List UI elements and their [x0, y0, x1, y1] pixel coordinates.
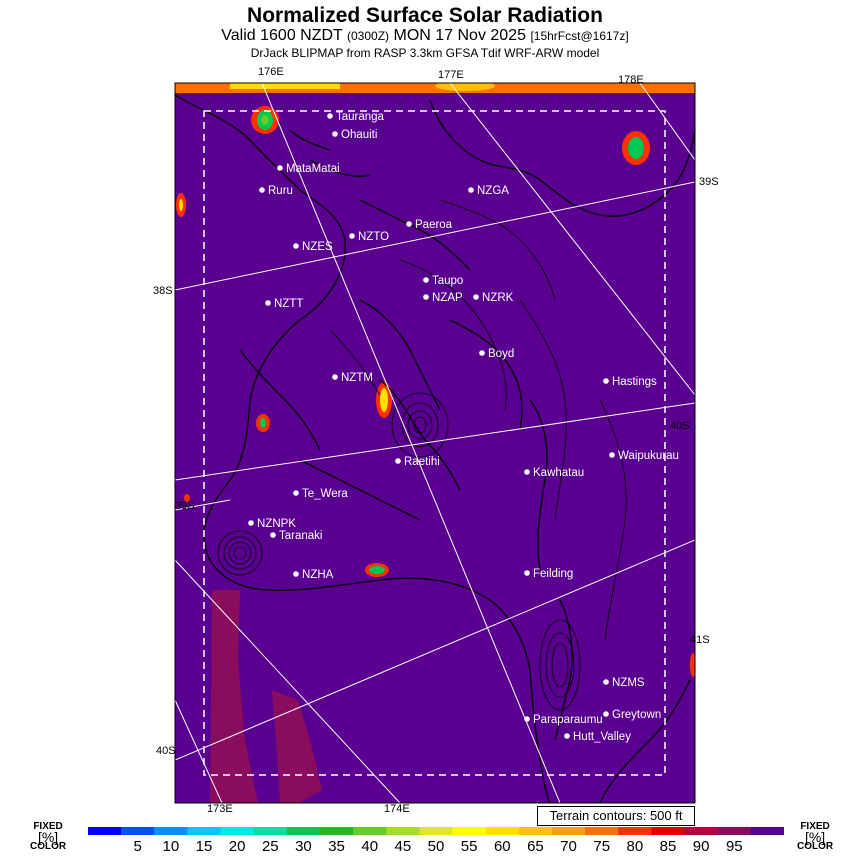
place-label-boyd: Boyd: [488, 348, 515, 360]
place-label-ohauiti: Ohauiti: [341, 129, 378, 141]
color-scale-bar: [88, 827, 784, 837]
color-scale-tick: 30: [295, 838, 312, 855]
place-label-nztm: NZTM: [341, 372, 373, 384]
color-label: COLOR: [30, 841, 67, 852]
place-label-matamatai: MataMatai: [286, 163, 340, 175]
forecast-info: [15hrFcst@1617z]: [530, 29, 629, 43]
place-label-nztt: NZTT: [274, 298, 304, 310]
place-label-paeroa: Paeroa: [415, 219, 453, 231]
color-scale-tick: 80: [626, 838, 644, 855]
place-dot: [564, 733, 570, 739]
place-dot: [609, 452, 615, 458]
place-label-nzha: NZHA: [302, 569, 334, 581]
lat-label: 39S: [699, 176, 719, 188]
color-swatch: [419, 827, 453, 835]
color-scale-tick: 70: [560, 838, 577, 855]
place-label-kawhatau: Kawhatau: [533, 467, 585, 479]
place-label-nzms: NZMS: [612, 677, 645, 689]
legend-left-caption: [30, 822, 66, 852]
place-dot: [248, 520, 254, 526]
lat-label: 41S: [690, 634, 710, 646]
place-dot: [603, 378, 609, 384]
unit-label: [%]: [37, 829, 59, 845]
place-label-nznpk: NZNPK: [257, 518, 296, 530]
place-dot: [332, 374, 338, 380]
lat-label: 40S: [156, 745, 176, 757]
fixed-label: FIXED: [33, 821, 63, 832]
color-swatch: [320, 827, 354, 835]
color-swatch: [187, 827, 221, 835]
place-label-tauranga: Tauranga: [336, 111, 384, 123]
fixed-label: FIXED: [800, 821, 830, 832]
lon-label: 178E: [618, 74, 644, 86]
color-swatch: [552, 827, 586, 835]
place-dot: [332, 131, 338, 137]
color-swatch: [618, 827, 652, 835]
place-label-nzes: NZES: [302, 241, 333, 253]
place-label-hastings: Hastings: [612, 376, 657, 388]
color-swatch: [353, 827, 387, 835]
place-dot: [293, 490, 299, 496]
color-swatch: [685, 827, 719, 835]
place-dot: [524, 570, 530, 576]
color-scale-tick: 50: [427, 838, 445, 855]
color-swatch: [751, 827, 784, 835]
color-label: COLOR: [797, 841, 834, 852]
place-dot: [293, 571, 299, 577]
place-dot: [603, 711, 609, 717]
place-label-paraparaumu: Paraparaumu: [533, 714, 603, 726]
map-title: Normalized Surface Solar Radiation: [247, 4, 603, 27]
color-swatch: [486, 827, 520, 835]
place-dot: [395, 458, 401, 464]
color-scale-tick: 75: [593, 838, 611, 855]
color-scale-tick: 5: [133, 838, 142, 855]
place-dot: [293, 243, 299, 249]
color-swatch: [88, 827, 122, 835]
place-dot: [259, 187, 265, 193]
place-dot: [423, 277, 429, 283]
lon-label: 173E: [207, 803, 233, 815]
place-dot: [423, 294, 429, 300]
color-scale-tick: 20: [228, 838, 246, 855]
place-dot: [524, 716, 530, 722]
place-label-nzap: NZAP: [432, 292, 463, 304]
color-swatch: [386, 827, 420, 835]
lat-label: 39S: [175, 500, 195, 512]
color-swatch: [718, 827, 752, 835]
color-scale-tick: 65: [527, 838, 544, 855]
place-label-taranaki: Taranaki: [279, 530, 323, 542]
terrain-contours-note: Terrain contours: 500 ft: [537, 806, 695, 826]
color-swatch: [254, 827, 288, 835]
lon-label: 176E: [258, 66, 284, 78]
color-scale-tick: 15: [195, 838, 213, 855]
place-dot: [468, 187, 474, 193]
map-subtitle: DrJack BLIPMAP from RASP 3.3km GFSA Tdif WRF-ARW model: [250, 46, 600, 60]
place-label-feilding: Feilding: [533, 568, 574, 580]
legend-right-caption: [797, 822, 833, 852]
valid-utc: (0300Z): [347, 29, 390, 43]
place-label-nzga: NZGA: [477, 185, 509, 197]
place-dot: [270, 532, 276, 538]
place-dot: [265, 300, 271, 306]
place-dot: [524, 469, 530, 475]
lon-label: 174E: [384, 803, 410, 815]
place-label-nzrk: NZRK: [482, 292, 514, 304]
color-scale-tick: 55: [460, 838, 478, 855]
place-label-hutt_valley: Hutt_Valley: [573, 731, 631, 743]
color-scale-tick: 10: [162, 838, 180, 855]
place-label-taupo: Taupo: [432, 275, 464, 287]
color-scale-tick: 90: [692, 838, 710, 855]
color-scale-tick: 60: [493, 838, 511, 855]
place-dot: [349, 233, 355, 239]
color-scale-tick: 45: [394, 838, 412, 855]
color-swatch: [453, 827, 487, 835]
color-swatch: [519, 827, 553, 835]
place-dot: [473, 294, 479, 300]
place-label-greytown: Greytown: [612, 709, 662, 721]
place-dot: [479, 350, 485, 356]
color-swatch: [221, 827, 255, 835]
place-dot: [406, 221, 412, 227]
color-scale-tick: 85: [659, 838, 677, 855]
place-label-raetihi: Raetihi: [404, 456, 440, 468]
color-scale-tick: 95: [725, 838, 743, 855]
place-dot: [327, 113, 333, 119]
place-dot: [277, 165, 283, 171]
color-swatch: [287, 827, 321, 835]
place-dot: [603, 679, 609, 685]
color-swatch: [651, 827, 685, 835]
color-scale-tick: 40: [361, 838, 379, 855]
valid-prefix: Valid 1600 NZDT: [221, 27, 343, 44]
color-swatch: [154, 827, 188, 835]
place-label-ruru: Ruru: [268, 185, 293, 197]
lat-label: 40S: [670, 420, 690, 432]
lat-label: 38S: [153, 285, 173, 297]
color-swatch: [121, 827, 155, 835]
color-swatch: [585, 827, 619, 835]
place-label-nzto: NZTO: [358, 231, 390, 243]
place-label-waipukurau: Waipukurau: [618, 450, 679, 462]
color-scale-tick: 35: [328, 838, 345, 855]
unit-label: [%]: [804, 829, 826, 845]
lon-label: 177E: [438, 69, 464, 81]
valid-date: MON 17 Nov 2025: [393, 27, 526, 44]
color-scale-tick: 25: [261, 838, 279, 855]
place-label-te_wera: Te_Wera: [302, 488, 348, 500]
